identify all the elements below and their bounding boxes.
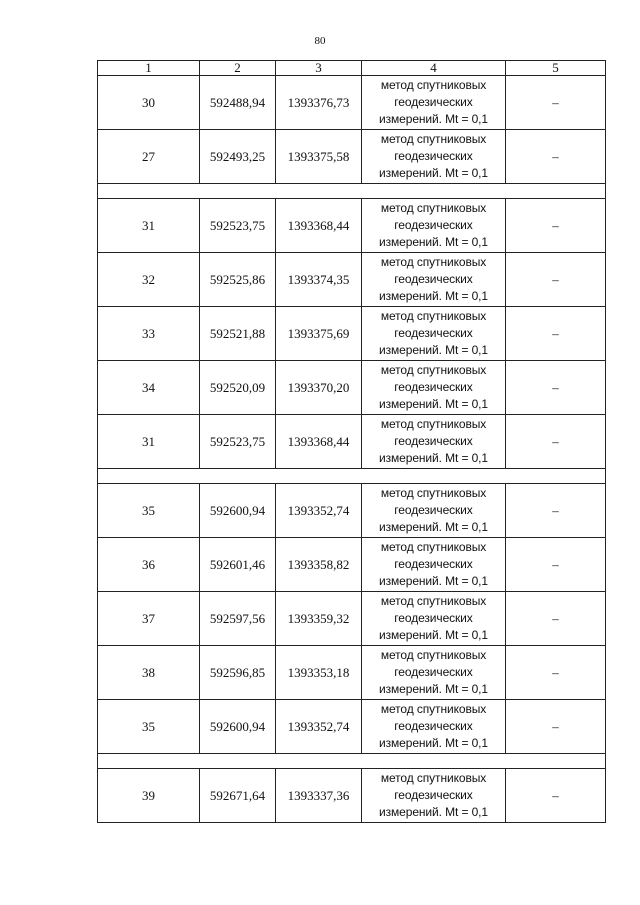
point-number-cell: 31: [98, 415, 200, 469]
note-cell: –: [506, 484, 606, 538]
note-cell: –: [506, 415, 606, 469]
table-row: [98, 361, 606, 415]
y-coordinate-cell: 1393375,69: [276, 307, 362, 361]
x-coordinate-cell: 592523,75: [200, 199, 276, 253]
point-number-cell: 30: [98, 76, 200, 130]
table-row: [98, 415, 606, 469]
header-cell-3: 3: [276, 61, 362, 76]
separator-cell: [98, 754, 606, 769]
y-coordinate-cell: 1393374,35: [276, 253, 362, 307]
table-row: [98, 199, 606, 253]
method-cell: метод спутниковых геодезических измерений. Mt = 0,1: [362, 769, 506, 823]
method-cell: метод спутниковых геодезических измерений. Mt = 0,1: [362, 253, 506, 307]
method-cell: метод спутниковых геодезических измерений. Mt = 0,1: [362, 484, 506, 538]
method-cell: метод спутниковых геодезических измерений. Mt = 0,1: [362, 130, 506, 184]
method-cell: метод спутниковых геодезических измерений. Mt = 0,1: [362, 592, 506, 646]
header-cell-2: 2: [200, 61, 276, 76]
table-row: [98, 307, 606, 361]
x-coordinate-cell: 592597,56: [200, 592, 276, 646]
point-number-cell: 27: [98, 130, 200, 184]
y-coordinate-cell: 1393370,20: [276, 361, 362, 415]
point-number-cell: 32: [98, 253, 200, 307]
point-number-cell: 33: [98, 307, 200, 361]
y-coordinate-cell: 1393358,82: [276, 538, 362, 592]
table-header-row: [98, 61, 606, 76]
x-coordinate-cell: 592525,86: [200, 253, 276, 307]
note-cell: –: [506, 769, 606, 823]
note-cell: –: [506, 253, 606, 307]
table-row: [98, 538, 606, 592]
group-separator-row: [98, 469, 606, 484]
x-coordinate-cell: 592600,94: [200, 700, 276, 754]
x-coordinate-cell: 592600,94: [200, 484, 276, 538]
point-number-cell: 37: [98, 592, 200, 646]
x-coordinate-cell: 592671,64: [200, 769, 276, 823]
point-number-cell: 39: [98, 769, 200, 823]
note-cell: –: [506, 592, 606, 646]
note-cell: –: [506, 538, 606, 592]
method-cell: метод спутниковых геодезических измерений. Mt = 0,1: [362, 307, 506, 361]
method-cell: метод спутниковых геодезических измерений. Mt = 0,1: [362, 199, 506, 253]
header-cell-1: 1: [98, 61, 200, 76]
table-row: [98, 253, 606, 307]
table-row: [98, 484, 606, 538]
table-row: [98, 592, 606, 646]
table-row: [98, 76, 606, 130]
point-number-cell: 35: [98, 484, 200, 538]
page-number: 80: [314, 35, 326, 47]
point-number-cell: 31: [98, 199, 200, 253]
separator-cell: [98, 469, 606, 484]
coordinates-table: [97, 60, 606, 823]
y-coordinate-cell: 1393376,73: [276, 76, 362, 130]
note-cell: –: [506, 76, 606, 130]
table-row: [98, 646, 606, 700]
method-cell: метод спутниковых геодезических измерений. Mt = 0,1: [362, 538, 506, 592]
y-coordinate-cell: 1393375,58: [276, 130, 362, 184]
header-cell-5: 5: [506, 61, 606, 76]
table-body: [98, 61, 606, 823]
group-separator-row: [98, 754, 606, 769]
method-cell: метод спутниковых геодезических измерений. Mt = 0,1: [362, 646, 506, 700]
x-coordinate-cell: 592521,88: [200, 307, 276, 361]
method-cell: метод спутниковых геодезических измерений. Mt = 0,1: [362, 415, 506, 469]
y-coordinate-cell: 1393368,44: [276, 415, 362, 469]
x-coordinate-cell: 592596,85: [200, 646, 276, 700]
point-number-cell: 38: [98, 646, 200, 700]
method-cell: метод спутниковых геодезических измерений. Mt = 0,1: [362, 361, 506, 415]
note-cell: –: [506, 361, 606, 415]
y-coordinate-cell: 1393337,36: [276, 769, 362, 823]
x-coordinate-cell: 592493,25: [200, 130, 276, 184]
table-row: [98, 700, 606, 754]
note-cell: –: [506, 307, 606, 361]
x-coordinate-cell: 592601,46: [200, 538, 276, 592]
separator-cell: [98, 184, 606, 199]
note-cell: –: [506, 646, 606, 700]
note-cell: –: [506, 130, 606, 184]
method-cell: метод спутниковых геодезических измерений. Mt = 0,1: [362, 700, 506, 754]
point-number-cell: 35: [98, 700, 200, 754]
note-cell: –: [506, 199, 606, 253]
header-cell-4: 4: [362, 61, 506, 76]
table-row: [98, 130, 606, 184]
group-separator-row: [98, 184, 606, 199]
y-coordinate-cell: 1393359,32: [276, 592, 362, 646]
x-coordinate-cell: 592488,94: [200, 76, 276, 130]
method-cell: метод спутниковых геодезических измерений. Mt = 0,1: [362, 76, 506, 130]
table-row: [98, 769, 606, 823]
y-coordinate-cell: 1393368,44: [276, 199, 362, 253]
y-coordinate-cell: 1393352,74: [276, 484, 362, 538]
y-coordinate-cell: 1393353,18: [276, 646, 362, 700]
y-coordinate-cell: 1393352,74: [276, 700, 362, 754]
x-coordinate-cell: 592523,75: [200, 415, 276, 469]
point-number-cell: 34: [98, 361, 200, 415]
note-cell: –: [506, 700, 606, 754]
point-number-cell: 36: [98, 538, 200, 592]
x-coordinate-cell: 592520,09: [200, 361, 276, 415]
